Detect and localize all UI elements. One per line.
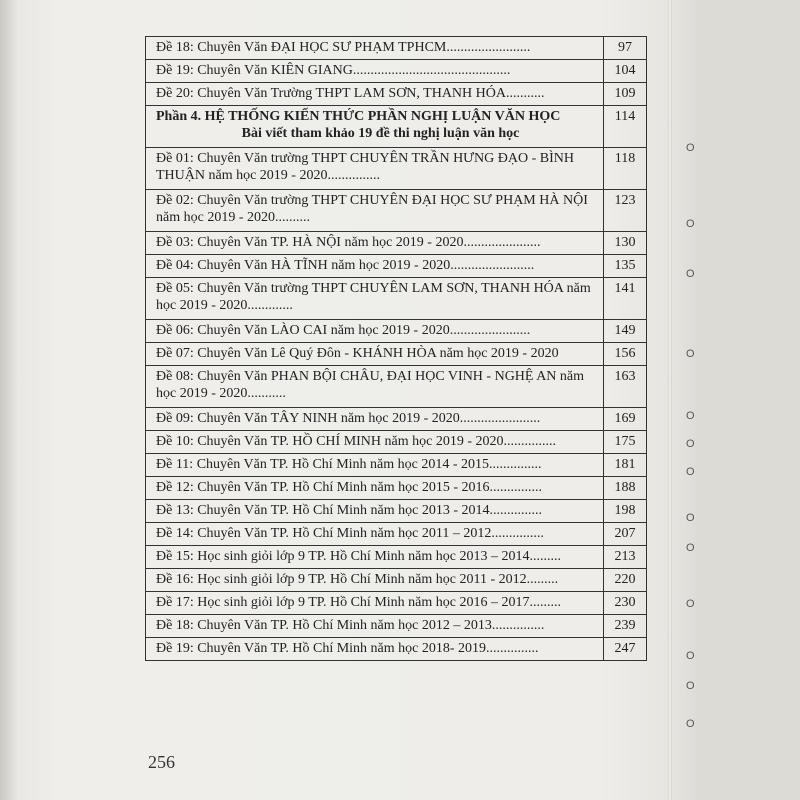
toc-row — [146, 454, 647, 477]
toc-page-number: 135 — [604, 255, 647, 278]
toc-entry-title: Đề 01: Chuyên Văn trường THPT CHUYÊN TRẦN HƯNG ĐẠO - BÌNH THUẬN năm học 2019 - 2020............... — [146, 148, 604, 190]
toc-entry-title: Đề 04: Chuyên Văn HÀ TĨNH năm học 2019 - 2020........................ — [146, 255, 604, 278]
toc-page-number: 123 — [604, 190, 647, 232]
toc-row — [146, 638, 647, 661]
toc-row — [146, 477, 647, 500]
toc-row — [146, 431, 647, 454]
toc-entry-title: Đề 06: Chuyên Văn LÀO CAI năm học 2019 - 2020....................... — [146, 320, 604, 343]
toc-entry-title: Đề 10: Chuyên Văn TP. HỒ CHÍ MINH năm học 2019 - 2020............... — [146, 431, 604, 454]
toc-row — [146, 615, 647, 638]
toc-entry-title: Đề 13: Chuyên Văn TP. Hồ Chí Minh năm học 2013 - 2014............... — [146, 500, 604, 523]
toc-page-number: 97 — [604, 37, 647, 60]
toc-page-number: 118 — [604, 148, 647, 190]
toc-entry-title: Đề 03: Chuyên Văn TP. HÀ NỘI năm học 2019 - 2020...................... — [146, 232, 604, 255]
toc-page-number: 175 — [604, 431, 647, 454]
toc-page-number: 213 — [604, 546, 647, 569]
toc-entry-title: Đề 02: Chuyên Văn trường THPT CHUYÊN ĐẠI HỌC SƯ PHẠM HÀ NỘI năm học 2019 - 2020.......... — [146, 190, 604, 232]
toc-row — [146, 592, 647, 615]
toc-row — [146, 408, 647, 431]
toc-entry-title: Đề 18: Chuyên Văn ĐẠI HỌC SƯ PHẠM TPHCM........................ — [146, 37, 604, 60]
toc-page-number: 163 — [604, 366, 647, 408]
toc-row — [146, 232, 647, 255]
toc-entry-title: Đề 05: Chuyên Văn trường THPT CHUYÊN LAM SƠN, THANH HÓA năm học 2019 - 2020............. — [146, 278, 604, 320]
toc-row — [146, 60, 647, 83]
toc-row — [146, 148, 647, 190]
page-edge — [668, 0, 672, 800]
toc-page-number: 181 — [604, 454, 647, 477]
toc-page-number: 130 — [604, 232, 647, 255]
toc-page-number: 104 — [604, 60, 647, 83]
toc-page-number: 109 — [604, 83, 647, 106]
page-number: 256 — [148, 752, 175, 772]
toc-row — [146, 523, 647, 546]
toc-page-number: 149 — [604, 320, 647, 343]
toc-row — [146, 343, 647, 366]
toc-row — [146, 255, 647, 278]
toc-row — [146, 37, 647, 60]
toc-entry-title: Đề 07: Chuyên Văn Lê Quý Đôn - KHÁNH HÒA năm học 2019 - 2020 — [146, 343, 604, 366]
toc-row — [146, 278, 647, 320]
toc-page-number: 220 — [604, 569, 647, 592]
toc-row — [146, 569, 647, 592]
toc-section-row — [146, 106, 647, 148]
bleed-through-text: O O O O O O O O O O O O O — [686, 142, 696, 730]
toc-page-number: 239 — [604, 615, 647, 638]
toc-entry-title: Đề 18: Chuyên Văn TP. Hồ Chí Minh năm học 2012 – 2013............... — [146, 615, 604, 638]
toc-page-number: 141 — [604, 278, 647, 320]
toc-section-cell — [146, 106, 604, 148]
toc-page-number: 169 — [604, 408, 647, 431]
toc-row — [146, 366, 647, 408]
toc-entry-title: Đề 19: Chuyên Văn KIÊN GIANG............................................. — [146, 60, 604, 83]
section-subtitle: Bài viết tham khảo 19 đề thi nghị luận văn học — [241, 126, 520, 141]
table-of-contents — [145, 36, 647, 661]
toc-entry-title: Đề 12: Chuyên Văn TP. Hồ Chí Minh năm học 2015 - 2016............... — [146, 477, 604, 500]
section-title: Phần 4. HỆ THỐNG KIẾN THỨC PHẦN NGHỊ LUẬN VĂN HỌC — [156, 109, 561, 124]
toc-row — [146, 83, 647, 106]
toc-entry-title: Đề 17: Học sinh giỏi lớp 9 TP. Hồ Chí Minh năm học 2016 – 2017......... — [146, 592, 604, 615]
toc-page-number: 188 — [604, 477, 647, 500]
toc-page-number: 114 — [604, 106, 647, 148]
toc-entry-title: Đề 11: Chuyên Văn TP. Hồ Chí Minh năm học 2014 - 2015............... — [146, 454, 604, 477]
toc-row — [146, 546, 647, 569]
toc-entry-title: Đề 08: Chuyên Văn PHAN BỘI CHÂU, ĐẠI HỌC VINH - NGHỆ AN năm học 2019 - 2020........... — [146, 366, 604, 408]
toc-row — [146, 320, 647, 343]
toc-entry-title: Đề 19: Chuyên Văn TP. Hồ Chí Minh năm học 2018- 2019............... — [146, 638, 604, 661]
toc-row — [146, 500, 647, 523]
toc-entry-title: Đề 16: Học sinh giỏi lớp 9 TP. Hồ Chí Minh năm học 2011 - 2012......... — [146, 569, 604, 592]
toc-entry-title: Đề 20: Chuyên Văn Trường THPT LAM SƠN, THANH HÓA........... — [146, 83, 604, 106]
toc-page-number: 230 — [604, 592, 647, 615]
toc-row — [146, 190, 647, 232]
toc-page-number: 156 — [604, 343, 647, 366]
toc-entry-title: Đề 09: Chuyên Văn TÂY NINH năm học 2019 - 2020....................... — [146, 408, 604, 431]
toc-entry-title: Đề 14: Chuyên Văn TP. Hồ Chí Minh năm học 2011 – 2012............... — [146, 523, 604, 546]
toc-page-number: 247 — [604, 638, 647, 661]
toc-entry-title: Đề 15: Học sinh giỏi lớp 9 TP. Hồ Chí Minh năm học 2013 – 2014......... — [146, 546, 604, 569]
toc-page-number: 207 — [604, 523, 647, 546]
toc-page-number: 198 — [604, 500, 647, 523]
